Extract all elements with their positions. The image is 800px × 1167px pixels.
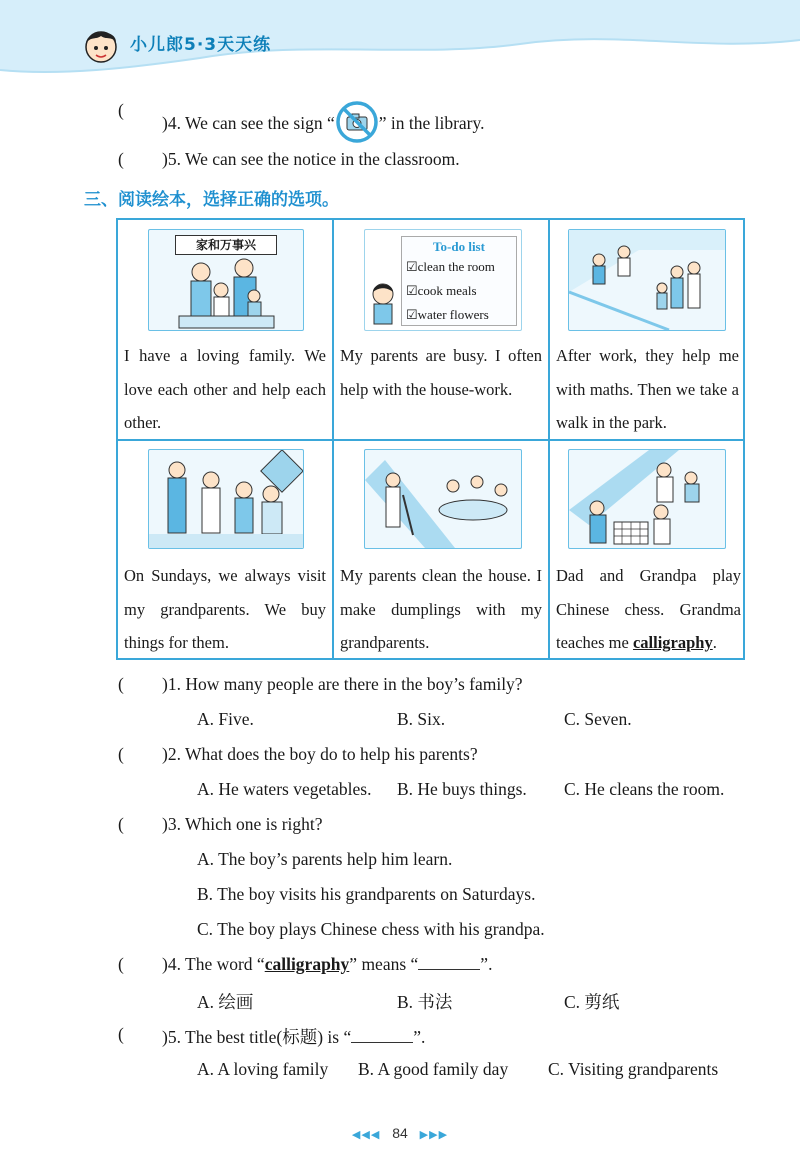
todo-picture bbox=[364, 229, 522, 331]
todo-item-label: clean the room bbox=[417, 259, 495, 274]
todo-list bbox=[401, 236, 517, 326]
family-picture bbox=[148, 229, 304, 331]
panel-caption-2: My parents are busy. I often help with the house-work. bbox=[340, 346, 542, 399]
picture-book-grid bbox=[116, 218, 745, 660]
left-arrows-icon: ◀◀◀ bbox=[351, 1129, 381, 1141]
grandparents-picture bbox=[148, 449, 304, 549]
chess-picture bbox=[568, 449, 726, 549]
todo-item bbox=[406, 303, 516, 327]
answer-paren[interactable]: ( bbox=[118, 744, 124, 764]
panel-caption-5: My parents clean the house. I make dumplings with my grandparents. bbox=[340, 566, 542, 652]
option-a[interactable]: A. 绘画 bbox=[197, 992, 254, 1012]
family-sign: 家和万事兴 bbox=[175, 235, 277, 255]
right-arrows-icon: ▶▶▶ bbox=[419, 1129, 449, 1141]
family-walking-icon bbox=[569, 230, 725, 330]
question-1: )1. How many people are there in the boy’s family? bbox=[162, 674, 523, 694]
park-picture bbox=[568, 229, 726, 331]
question-text-mid: ” means “ bbox=[349, 954, 419, 974]
question-2: )2. What does the boy do to help his parents? bbox=[162, 744, 478, 764]
option-c[interactable]: C. Visiting grandparents bbox=[548, 1059, 719, 1079]
page-footer bbox=[0, 1125, 800, 1141]
answer-paren[interactable]: ( bbox=[118, 1024, 124, 1044]
question-top-5: )5. We can see the notice in the classroom. bbox=[162, 149, 460, 169]
option-c[interactable]: C. Seven. bbox=[564, 709, 632, 729]
cleaning-picture bbox=[364, 449, 522, 549]
checkbox-checked-icon: ☑ bbox=[406, 307, 418, 322]
caption-end: . bbox=[712, 633, 717, 652]
question-text: )4. We can see the sign “ bbox=[162, 113, 335, 133]
todo-item bbox=[406, 255, 516, 279]
answer-paren[interactable]: ( bbox=[118, 674, 124, 694]
question-text: )4. The word “ bbox=[162, 954, 265, 974]
option-b[interactable]: B. The boy visits his grandparents on Saturdays. bbox=[197, 884, 536, 904]
option-b[interactable]: B. He buys things. bbox=[397, 779, 527, 799]
answer-paren[interactable]: ( bbox=[118, 814, 124, 834]
chess-and-calligraphy-icon bbox=[569, 450, 725, 548]
option-b[interactable]: B. 书法 bbox=[397, 992, 453, 1012]
question-text-end: ”. bbox=[413, 1027, 426, 1047]
calligraphy-word: calligraphy bbox=[264, 954, 350, 974]
calligraphy-word: calligraphy bbox=[632, 633, 713, 652]
todo-item bbox=[406, 279, 516, 303]
todo-title: To-do list bbox=[433, 239, 485, 254]
question-text: )5. The best title(标题) is “ bbox=[162, 1027, 352, 1047]
answer-paren[interactable]: ( bbox=[118, 100, 124, 120]
answer-paren[interactable]: ( bbox=[118, 954, 124, 974]
todo-item-label: cook meals bbox=[417, 283, 477, 298]
boy-mascot-icon bbox=[78, 22, 124, 68]
brand-title: 小儿郎5·3天天练 bbox=[130, 35, 272, 55]
question-text-end: ”. bbox=[480, 954, 493, 974]
option-c[interactable]: C. 剪纸 bbox=[564, 992, 620, 1012]
question-5 bbox=[162, 1024, 425, 1049]
option-a[interactable]: A. He waters vegetables. bbox=[197, 779, 372, 799]
girl-icon bbox=[367, 280, 399, 326]
no-camera-sign-icon bbox=[335, 100, 379, 144]
option-c[interactable]: C. He cleans the room. bbox=[564, 779, 725, 799]
panel-caption-4: On Sundays, we always visit my grandparents. We buy things for them. bbox=[124, 566, 326, 652]
question-top-4 bbox=[162, 100, 485, 144]
family-figures-icon bbox=[149, 256, 303, 330]
section-title: 三、阅读绘本，选择正确的选项。 bbox=[84, 190, 339, 210]
page-number: 84 bbox=[392, 1125, 408, 1141]
panel-caption-6 bbox=[556, 559, 741, 660]
visiting-grandparents-icon bbox=[149, 450, 303, 548]
checkbox-checked-icon: ☑ bbox=[406, 283, 418, 298]
checkbox-checked-icon: ☑ bbox=[406, 259, 418, 274]
todo-items bbox=[402, 255, 516, 327]
option-a[interactable]: A. The boy’s parents help him learn. bbox=[197, 849, 453, 869]
cleaning-and-dumplings-icon bbox=[365, 450, 521, 548]
option-b[interactable]: B. Six. bbox=[397, 709, 446, 729]
answer-blank[interactable] bbox=[351, 1028, 413, 1043]
caption-text: Dad and Grandpa play Chinese chess. Grandma teaches me bbox=[556, 566, 741, 652]
question-3: )3. Which one is right? bbox=[162, 814, 323, 834]
question-4 bbox=[162, 954, 492, 975]
option-a[interactable]: A. Five. bbox=[197, 709, 254, 729]
option-b[interactable]: B. A good family day bbox=[358, 1059, 509, 1079]
answer-paren[interactable]: ( bbox=[118, 149, 124, 169]
option-a[interactable]: A. A loving family bbox=[197, 1059, 329, 1079]
todo-item-label: water flowers bbox=[417, 307, 489, 322]
option-c[interactable]: C. The boy plays Chinese chess with his grandpa. bbox=[197, 919, 545, 939]
panel-caption-3: After work, they help me with maths. Then we take a walk in the park. bbox=[556, 346, 739, 432]
answer-blank[interactable] bbox=[418, 955, 480, 970]
panel-caption-1: I have a loving family. We love each other and help each other. bbox=[124, 346, 326, 432]
question-text-end: ” in the library. bbox=[378, 113, 485, 133]
